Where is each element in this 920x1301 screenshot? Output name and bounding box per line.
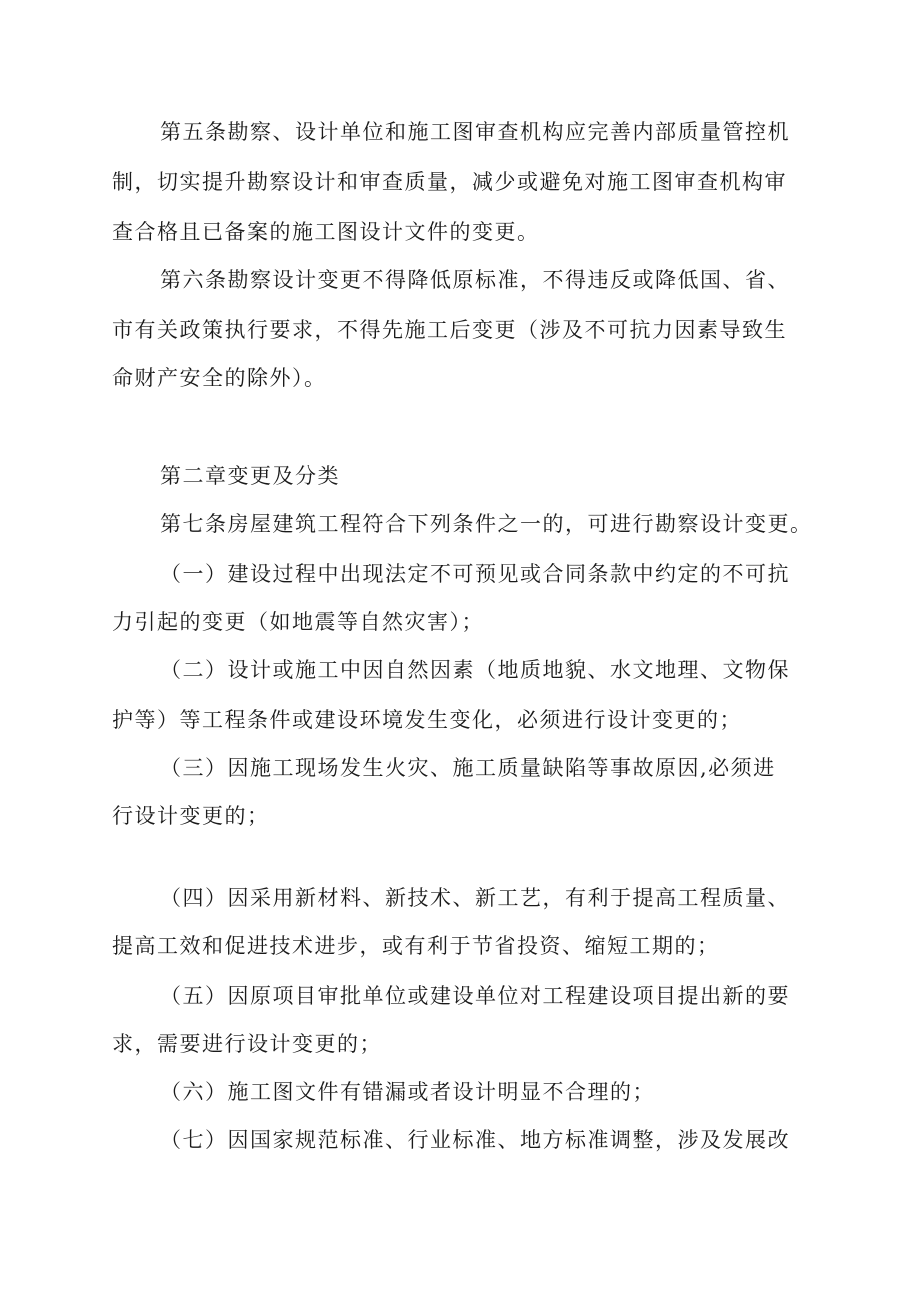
item-3-line-2: 行设计变更的；: [112, 804, 270, 828]
item-2-line-2: 护等）等工程条件或建设环境发生变化，必须进行设计变更的；: [112, 708, 742, 732]
article-5-line-1: 第五条勘察、设计单位和施工图审查机构应完善内部质量管控机: [160, 120, 790, 144]
article-6-line-1: 第六条勘察设计变更不得降低原标准，不得违反或降低国、省、: [160, 268, 790, 292]
chapter-2-heading: 第二章变更及分类: [160, 464, 340, 488]
item-5-line-2: 求，需要进行设计变更的；: [112, 1032, 382, 1056]
article-6-line-3: 命财产安全的除外）。: [112, 366, 327, 390]
item-1-line-1: （一）建设过程中出现法定不可预见或合同条款中约定的不可抗: [160, 562, 790, 586]
article-5-line-2: 制，切实提升勘察设计和审查质量，减少或避免对施工图审查机构审: [112, 170, 787, 194]
item-4-line-1: （四）因采用新材料、新技术、新工艺，有利于提高工程质量、: [160, 886, 790, 910]
article-5-line-3: 查合格且已备案的施工图设计文件的变更。: [112, 220, 540, 244]
article-7-line-1: 第七条房屋建筑工程符合下列条件之一的，可进行勘察设计变更。: [160, 512, 813, 536]
item-5-line-1: （五）因原项目审批单位或建设单位对工程建设项目提出新的要: [160, 984, 790, 1008]
item-3-line-1: （三）因施工现场发生火灾、施工质量缺陷等事故原因,必须进: [160, 756, 776, 780]
item-6-line-1: （六）施工图文件有错漏或者设计明显不合理的；: [160, 1080, 655, 1104]
item-1-line-2: 力引起的变更（如地震等自然灾害）；: [112, 610, 484, 634]
item-4-line-2: 提高工效和促进技术进步，或有利于节省投资、缩短工期的；: [112, 934, 720, 958]
item-2-line-1: （二）设计或施工中因自然因素（地质地貌、水文地理、文物保: [160, 658, 790, 682]
item-7-line-1: （七）因国家规范标准、行业标准、地方标准调整，涉及发展改: [160, 1128, 790, 1152]
article-6-line-2: 市有关政策执行要求，不得先施工后变更（涉及不可抗力因素导致生: [112, 318, 787, 342]
